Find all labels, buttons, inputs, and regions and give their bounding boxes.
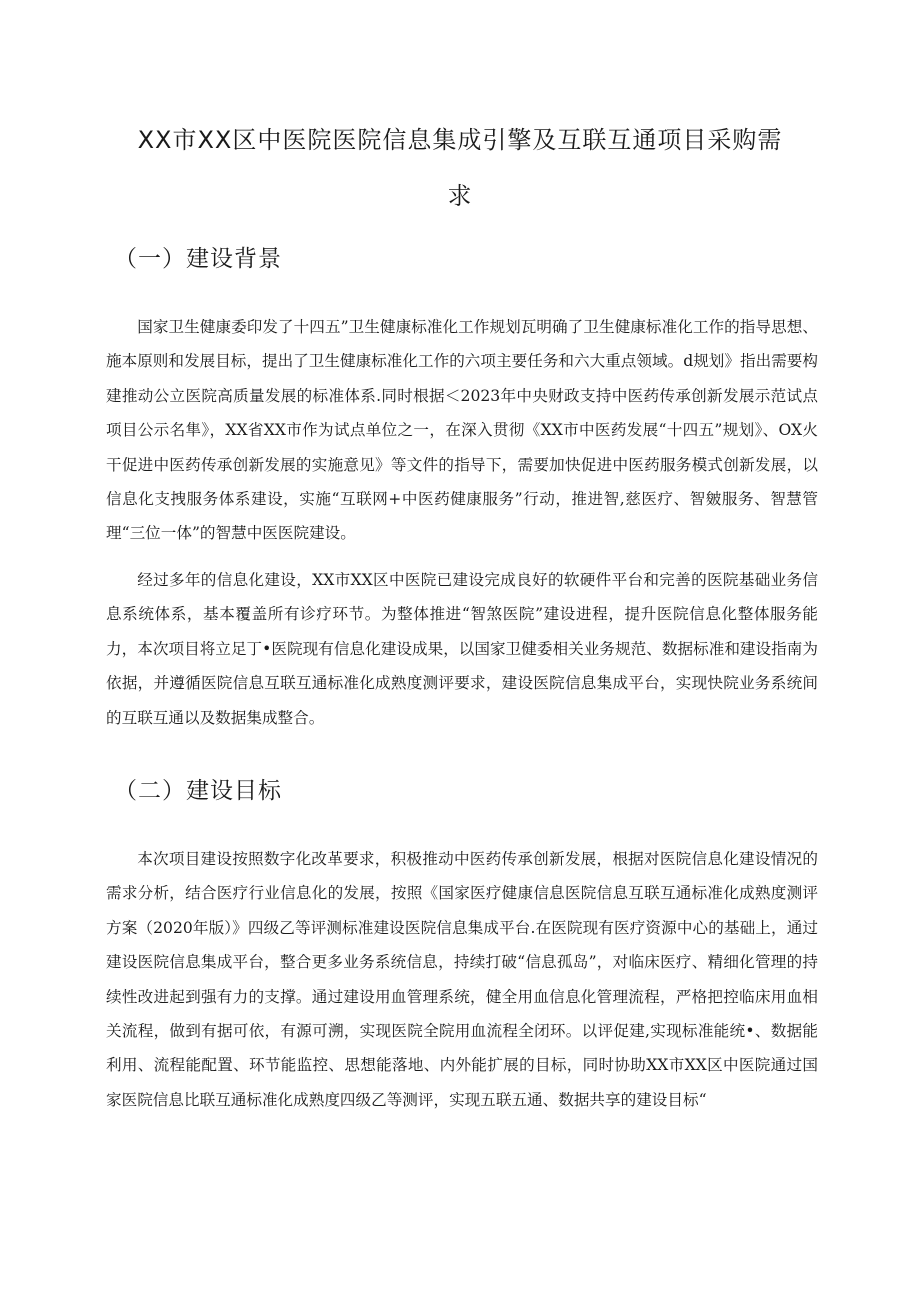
document-title-line-1: XX市XX区中医院医院信息集成引擎及互联互通项目采购需 — [137, 126, 783, 154]
paragraph-goals-1: 本次项目建设按照数字化改革要求，积极推动中医药传承创新发展，根据对医院信息化建设情况的需求分析，结合医疗行业信息化的发展，按照《国家医疗健康信息医院信息互联互通标准化成熟度测评方案（2020年版）》四级乙等评测标准建设医院信息集成平台.在医院现有医疗资源中心的基础上，通过建设医院信息集成平台，整合更多业务系统信息，持续打破“信息孤岛”，对临床医疗、精细化管理的持续性改进起到强有力的支撑。通过建设用血管理系统，健全用血信息化管理流程，严格把控临床用血相关流程，做到有据可依，有源可溯，实现医院全院用血流程全闭环。以评促建,实现标准能统•、数据能利用、流程能配置、环节能监控、思想能落地、内外能扩展的目标，同时协助XX市XX区中医院通过国家医院信息比联互通标准化成熟度四级乙等测评，实现五联五通、数据共享的建设目标“ — [106, 850, 819, 1109]
section-heading-goals: （二）建设目标 — [114, 778, 282, 804]
paragraph-background-1: 国家卫生健康委印发了十四五”卫生健康标准化工作规划瓦明确了卫生健康标准化工作的指导思想、施本原则和发展目标，提出了卫生健康标准化工作的六项主要任务和六大重点领域。d规划》指出需要构建推动公立医院高质量发展的标准体系.同时根据＜2023年中央财政支持中医药传承创新发展示范试点项目公示名隼》，XX省XX市作为试点单位之一，在深入贯彻《XX市中医药发展“十四五”规划》、OX火干促进中医药传承创新发展的实施意见》等文件的指导下，需要加快促进中医药服务模式创新发展，以信息化支拽服务体系建设，实施“互联网+中医药健康服务”行动，推进智,慈医疗、智皴服务、智慧管理“三位一体”的智慧中医医院建设。 — [106, 318, 818, 543]
section-heading-background: （一）建设背景 — [114, 246, 282, 272]
document-title-line-2: 求 — [447, 182, 473, 210]
document-title — [100, 118, 820, 218]
paragraph-background-2: 经过多年的信息化建设，XX市XX区中医院已建设完成良好的软硬件平台和完善的医院基础业务信息系统体系，基本覆盖所有诊疗环节。为整体推进“智煞医院”建设进程，提升医院信息化整体服务能力，本次项目将立足丁•医院现有信息化建设成果，以国家卫健委相关业务规范、数据标准和建设指南为依据，并遵循医院信息互联互通标准化成熟度测评要求，建设医院信息集成平台，实现快院业务系统间的互联互通以及数据集成整合。 — [106, 571, 818, 727]
